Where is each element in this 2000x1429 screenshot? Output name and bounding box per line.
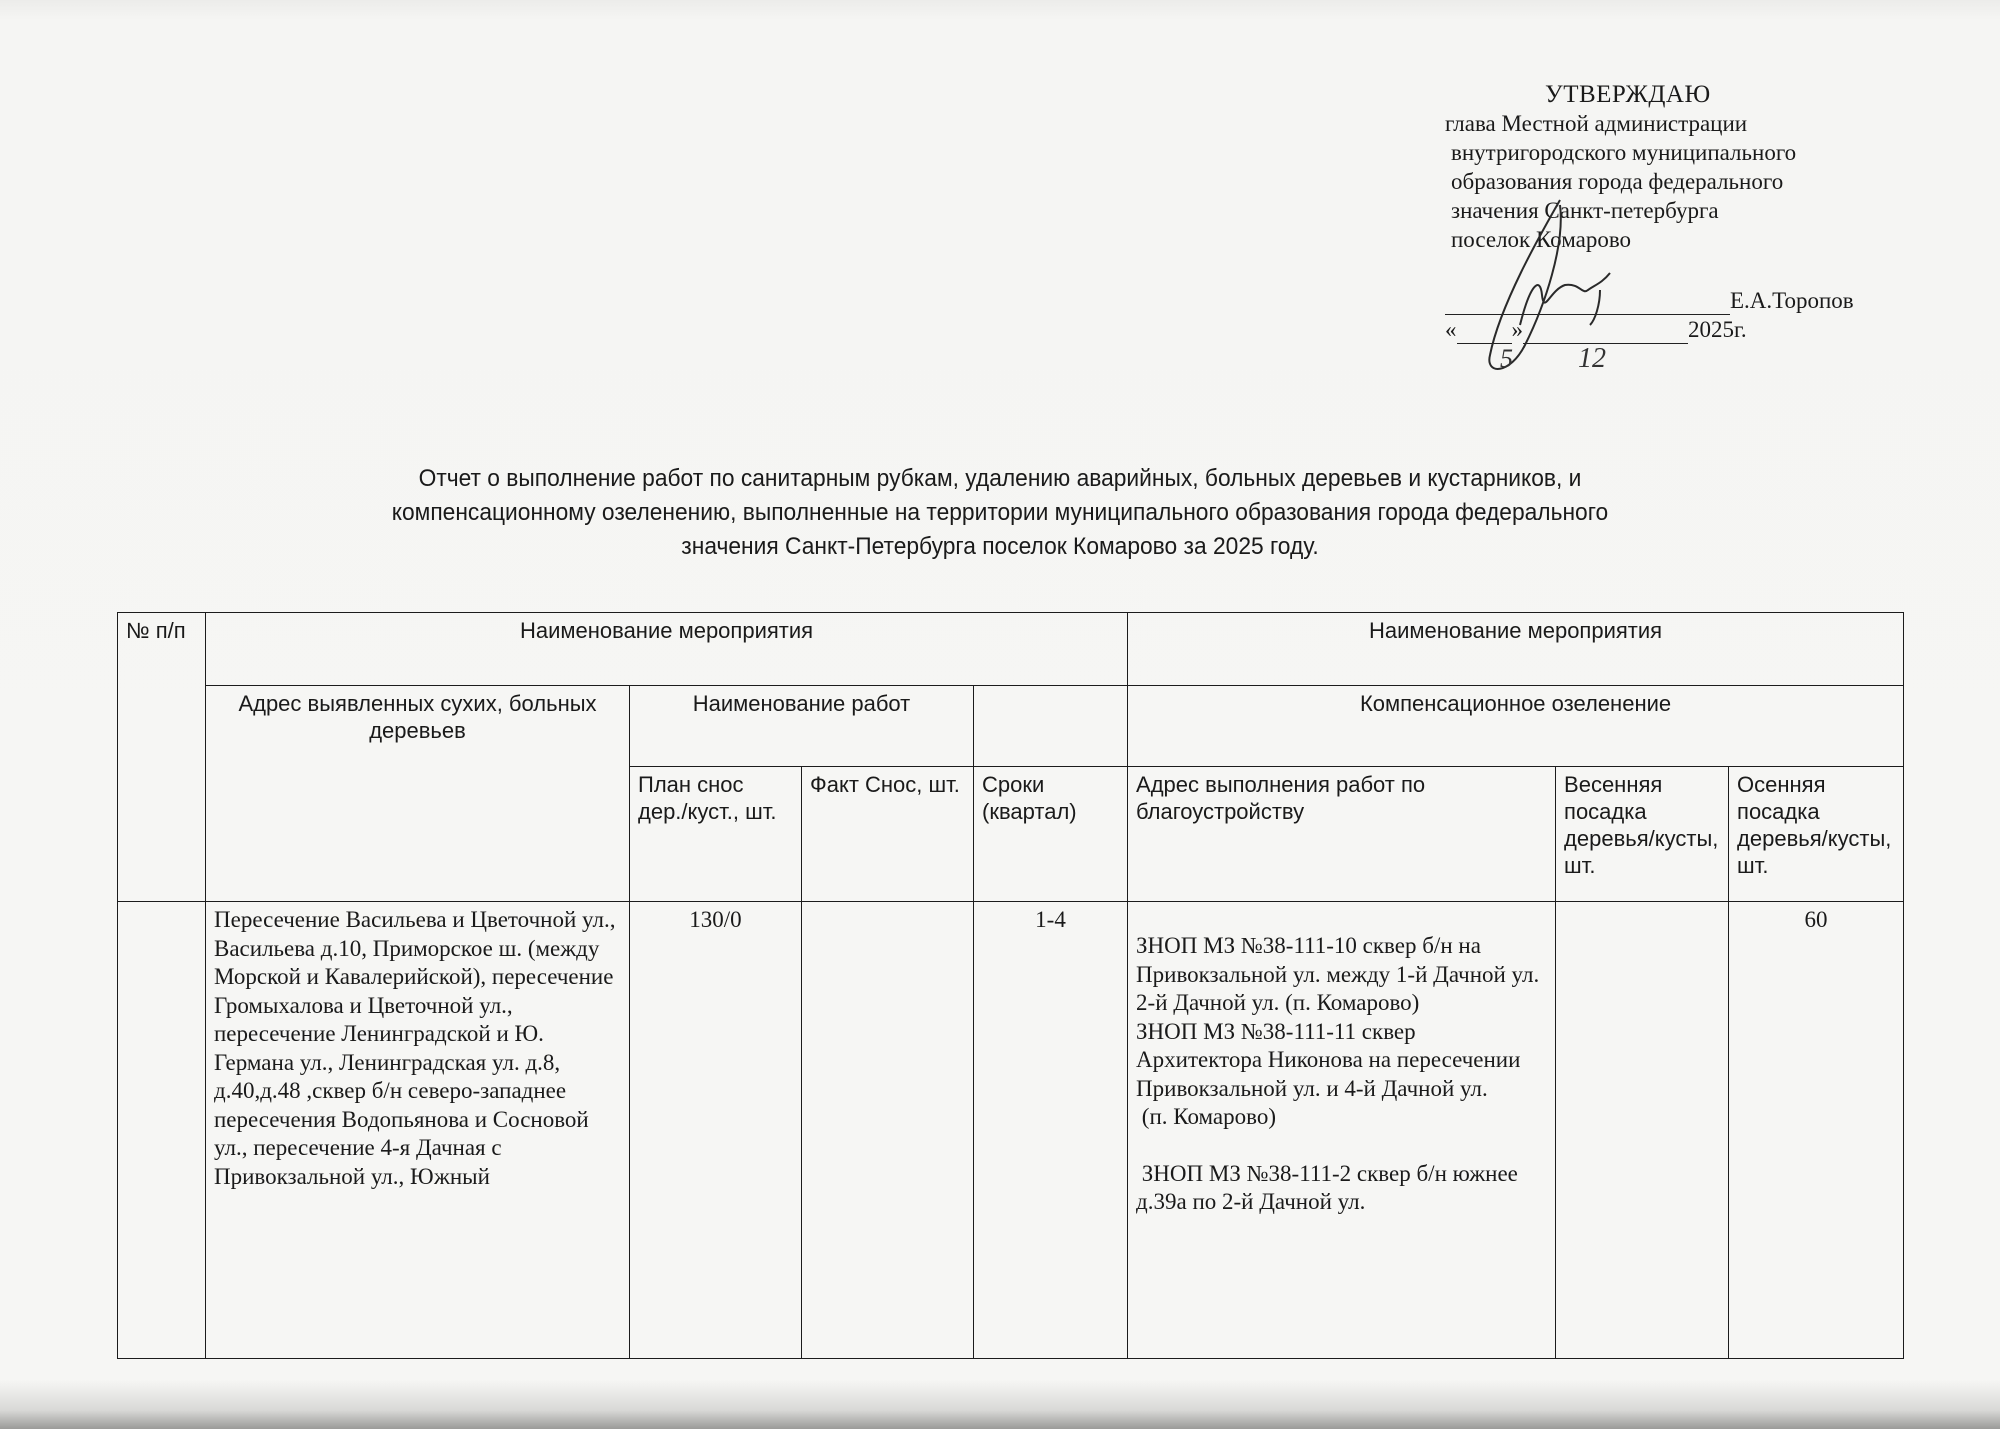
cell-address: Пересечение Васильева и Цветочной ул., Васильева д.10, Приморское ш. (между Морской и Кавалерийской), пересечение Громыхалова и Цветочной ул., пересечение Ленинградской и Ю. Германа ул., Ленинградская ул. д.8, д.40,д.48 ,сквер б/н северо-западнее пересечения Водопьянова и Сосновой ул., пересечение 4-я Дачная с Привокзальной ул., Южный [206,902,630,1359]
date-day-blank [1457,321,1512,344]
report-table [117,612,1904,1359]
header-row [118,613,1904,686]
date-year: 2025г. [1688,317,1747,342]
header-works-name: Наименование работ [630,686,974,767]
cell-terms: 1-4 [974,902,1128,1359]
signature-underline [1445,292,1730,315]
header-event-name-left: Наименование мероприятия [206,613,1128,686]
signature-line [1445,286,1965,315]
report-title-line: компенсационному озеленению, выполненные на территории муниципального образования города федерального [391,499,1609,526]
report-title-line: значения Санкт-Петербурга поселок Комарово за 2025 году. [681,533,1319,560]
cell-num [118,902,206,1359]
cell-plan: 130/0 [630,902,802,1359]
works-address-item: ЗНОП МЗ №38-111-11 сквер Архитектора Никонова на пересечении Привокзальной ул. и 4-й Дачной ул. [1136,1018,1521,1101]
works-address-item: (п. Комарово) [1136,1104,1276,1129]
approval-line: значения Санкт-петербурга [1451,198,1719,223]
report-title-line: Отчет о выполнение работ по санитарным рубкам, удалению аварийных, больных деревьев и кустарников, и [418,465,1582,492]
header-empty-group [974,686,1128,767]
cell-fact [802,902,974,1359]
header-spring-planting: Весенняя посадка деревья/кусты, шт. [1556,767,1729,902]
date-month-blank [1523,321,1688,344]
header-row [118,686,1904,767]
approval-line: образования города федерального [1451,169,1784,194]
header-num: № п/п [118,613,206,902]
cell-spring [1556,902,1729,1359]
header-compensation: Компенсационное озеленение [1128,686,1904,767]
report-title [210,462,1791,564]
approval-line: поселок Комарово [1451,227,1632,252]
works-address-item: ЗНОП МЗ №38-111-10 сквер б/н на Привокзальной ул. между 1-й Дачной ул. 2-й Дачной ул. (п. Комарово) [1136,933,1540,1015]
header-event-name-right: Наименование мероприятия [1128,613,1904,686]
date-open-quote: « [1445,317,1457,342]
approval-title: УТВЕРЖДАЮ [1545,81,1711,108]
header-fact-removal: Факт Снос, шт. [802,767,974,902]
header-plan-removal: План снос дер./куст., шт. [630,767,802,902]
cell-works-address [1128,902,1556,1359]
spacer [1136,1132,1547,1160]
handwritten-day: 5 [1500,344,1513,373]
header-address-identified: Адрес выявленных сухих, больных деревьев [206,686,630,902]
approval-block [1445,80,1965,344]
date-close-quote: » [1511,317,1523,342]
works-address-item: ЗНОП МЗ №38-111-2 сквер б/н южнее д.39а по 2-й Дачной ул. [1136,1160,1524,1214]
table-row [118,902,1904,1359]
signatory-name: Е.А.Торопов [1730,288,1854,313]
header-autumn-planting: Осенняя посадка деревья/кусты, шт. [1729,767,1904,902]
approval-line: глава Местной администрации [1445,111,1748,136]
header-terms: Сроки (квартал) [974,767,1128,902]
handwritten-month: 12 [1578,343,1606,374]
cell-autumn: 60 [1729,902,1904,1359]
approval-date [1445,315,1965,344]
approval-line: внутригородского муниципального [1451,140,1797,165]
header-works-address: Адрес выполнения работ по благоустройству [1128,767,1556,902]
